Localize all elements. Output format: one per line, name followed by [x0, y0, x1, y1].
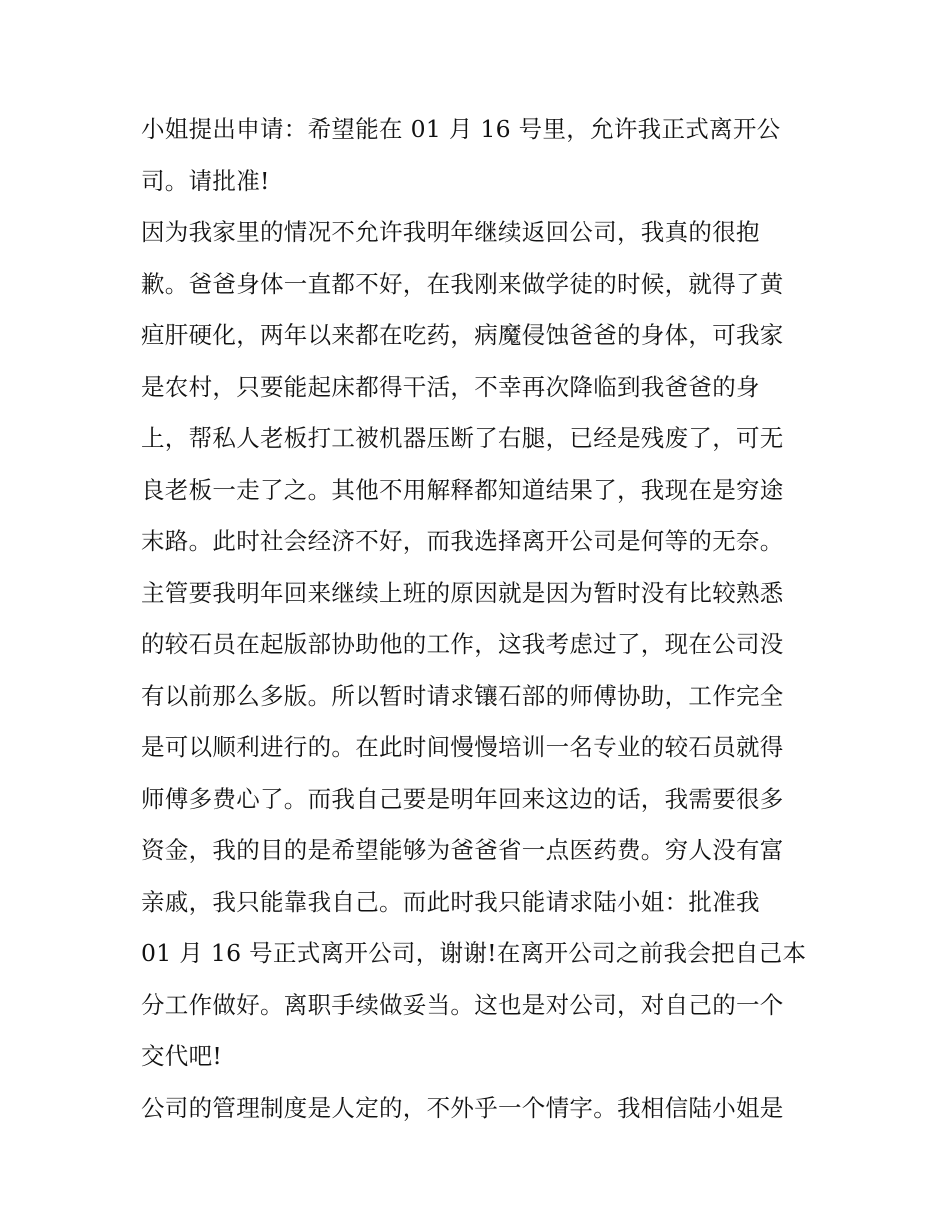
text-line: 有以前那么多版。所以暂时请求镶石部的师傅协助，工作完全 — [141, 681, 784, 710]
text-line: 师傅多费心了。而我自己要是明年回来这边的话，我需要很多 — [141, 784, 784, 813]
text-line: 上，帮私人老板打工被机器压断了右腿，已经是残废了，可无 — [141, 424, 784, 452]
text-line: 的较石员在起版部协助他的工作，这我考虑过了，现在公司没 — [141, 630, 784, 658]
text-line: 公司的管理制度是人定的，不外乎一个情字。我相信陆小姐是 — [141, 1093, 784, 1122]
text-line: 是农村，只要能起床都得干活，不幸再次降临到我爸爸的身 — [141, 372, 760, 401]
text-line: 资金，我的目的是希望能够为爸爸省一点医药费。穷人没有富 — [141, 836, 784, 864]
text-line: 歉。爸爸身体一直都不好，在我刚来做学徒的时候，就得了黄 — [141, 269, 784, 298]
text-line: 交代吧! — [141, 1042, 223, 1070]
text-line: 是可以顺利进行的。在此时间慢慢培训一名专业的较石员就得 — [141, 733, 784, 761]
text-line: 亲戚，我只能靠我自己。而此时我只能请求陆小姐：批准我 — [141, 887, 760, 916]
text-line: 主管要我明年回来继续上班的原因就是因为暂时没有比较熟悉 — [141, 578, 784, 607]
text-line: 因为我家里的情况不允许我明年继续返回公司，我真的很抱 — [141, 218, 760, 246]
text-line: 司。请批准! — [141, 166, 270, 195]
text-line: 疸肝硬化，两年以来都在吃药，病魔侵蚀爸爸的身体，可我家 — [141, 321, 784, 349]
text-line: 分工作做好。离职手续做妥当。这也是对公司，对自己的一个 — [141, 990, 784, 1019]
text-line: 良老板一走了之。其他不用解释都知道结果了，我现在是穷途 — [141, 475, 784, 504]
text-line: 末路。此时社会经济不好，而我选择离开公司是何等的无奈。 — [141, 527, 784, 555]
text-line: 01 月 16 号正式离开公司，谢谢!在离开公司之前我会把自己本 — [141, 939, 807, 967]
text-line: 小姐提出申请：希望能在 01 月 16 号里，允许我正式离开公 — [141, 115, 781, 143]
body-text — [141, 104, 821, 1134]
